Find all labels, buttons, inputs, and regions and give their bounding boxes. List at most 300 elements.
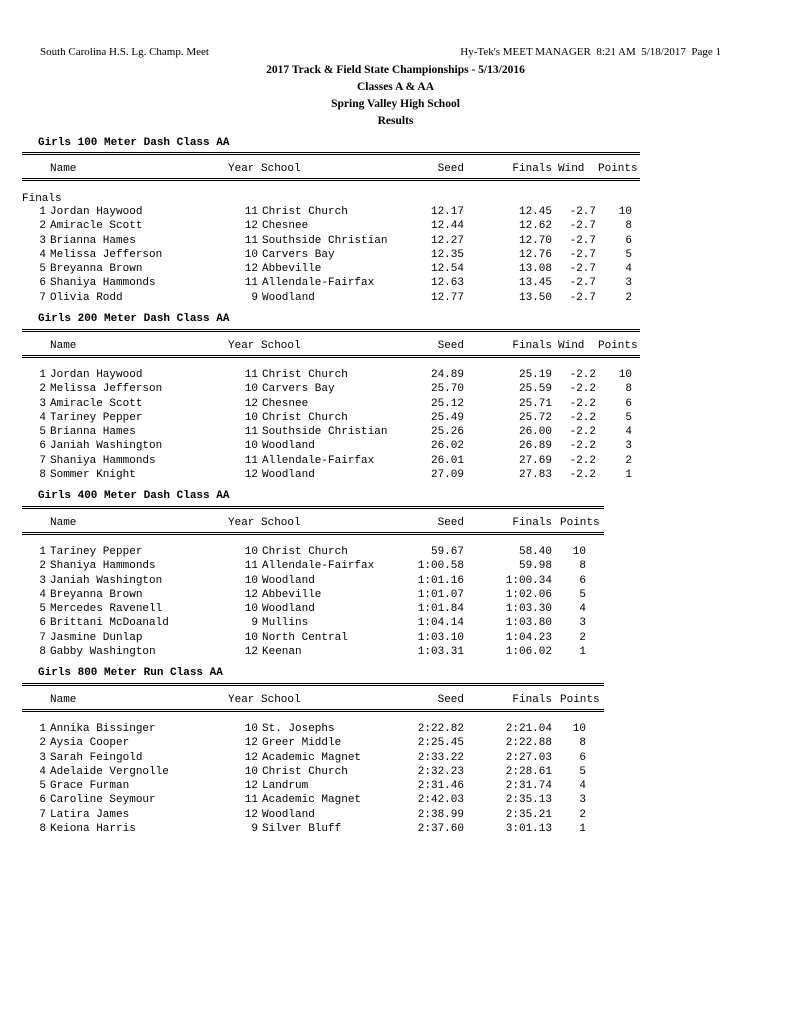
- column-header-seed: Seed: [437, 517, 464, 529]
- finals-time: 2:27.03: [505, 751, 552, 764]
- athlete-year: 10: [244, 440, 258, 453]
- table-row: [22, 794, 604, 808]
- points: 10: [572, 546, 586, 558]
- athlete-year: 12: [244, 808, 258, 821]
- finals-time: 58.40: [518, 546, 552, 558]
- wind-reading: -2.2: [569, 468, 596, 481]
- table-row: [22, 546, 604, 560]
- points: 5: [579, 588, 586, 601]
- points: 4: [625, 426, 632, 438]
- meet-classes: Classes A & AA: [357, 81, 434, 93]
- athlete-year: 12: [244, 737, 258, 750]
- wind-reading: -2.2: [569, 369, 596, 381]
- table-row: [22, 398, 640, 412]
- points: 2: [625, 291, 632, 304]
- seed-time: 1:01.16: [417, 574, 464, 587]
- column-header-finals: Finals: [512, 517, 552, 529]
- software-timestamp: Hy-Tek's MEET MANAGER 8:21 AM 5/18/2017 Page 1: [460, 46, 721, 58]
- table-top-rule: [22, 329, 640, 332]
- results-table: [22, 723, 604, 837]
- school-name: Academic Magnet: [262, 794, 362, 807]
- finals-time: 27.83: [518, 468, 552, 481]
- event-title: Girls 100 Meter Dash Class AA: [38, 137, 230, 149]
- athlete-name: Jordan Haywood: [50, 206, 143, 218]
- wind-reading: -2.7: [569, 248, 596, 261]
- school-name: Landrum: [262, 780, 309, 792]
- points: 5: [625, 411, 632, 424]
- column-header-name: Name: [50, 517, 77, 529]
- finals-time: 2:35.21: [505, 808, 552, 821]
- place: 7: [39, 454, 46, 467]
- seed-time: 2:37.60: [417, 822, 464, 835]
- place: 5: [39, 263, 46, 275]
- athlete-year: 12: [244, 588, 258, 601]
- place: 3: [39, 751, 46, 764]
- finals-time: 25.59: [518, 383, 552, 396]
- header-bottom-rule: [22, 532, 604, 535]
- points: 2: [625, 454, 632, 467]
- school-name: Christ Church: [262, 411, 348, 424]
- finals-time: 26.00: [518, 426, 552, 438]
- finals-time: 12.70: [518, 234, 552, 247]
- athlete-year: 12: [244, 468, 258, 481]
- athlete-name: Keiona Harris: [50, 822, 136, 835]
- column-header-wind: Wind: [558, 163, 585, 175]
- points: 1: [625, 468, 632, 481]
- seed-time: 12.54: [430, 263, 464, 275]
- seed-time: 2:31.46: [417, 780, 464, 792]
- place: 3: [39, 574, 46, 587]
- athlete-year: 12: [244, 751, 258, 764]
- place: 6: [39, 617, 46, 630]
- athlete-name: Breyanna Brown: [50, 263, 143, 275]
- athlete-name: Tariney Pepper: [50, 546, 143, 558]
- column-header-seed: Seed: [437, 163, 464, 175]
- wind-reading: -2.2: [569, 426, 596, 438]
- points: 2: [579, 808, 586, 821]
- school-name: Allendale-Fairfax: [262, 454, 375, 467]
- table-row: [22, 249, 640, 263]
- finals-time: 25.19: [518, 369, 552, 381]
- seed-time: 2:33.22: [417, 751, 464, 764]
- school-name: Woodland: [262, 291, 315, 304]
- points: 8: [625, 383, 632, 396]
- finals-time: 27.69: [518, 454, 552, 467]
- athlete-year: 9: [251, 617, 258, 630]
- finals-time: 1:03.30: [505, 603, 552, 615]
- table-row: [22, 292, 640, 306]
- seed-time: 25.49: [430, 411, 464, 424]
- athlete-year: 11: [244, 560, 258, 573]
- school-name: Academic Magnet: [262, 751, 362, 764]
- school-name: Christ Church: [262, 206, 348, 218]
- athlete-year: 11: [244, 206, 258, 218]
- column-header-seed: Seed: [437, 694, 464, 706]
- athlete-name: Sarah Feingold: [50, 751, 143, 764]
- school-name: Woodland: [262, 574, 315, 587]
- finals-time: 25.71: [518, 397, 552, 410]
- table-row: [22, 235, 640, 249]
- wind-reading: -2.7: [569, 206, 596, 218]
- athlete-name: Shaniya Hammonds: [50, 454, 156, 467]
- table-row: [22, 809, 604, 823]
- wind-reading: -2.7: [569, 291, 596, 304]
- athlete-name: Caroline Seymour: [50, 794, 156, 807]
- event-title: Girls 200 Meter Dash Class AA: [38, 313, 230, 325]
- athlete-year: 11: [244, 234, 258, 247]
- athlete-name: Brittani McDoanald: [50, 617, 169, 630]
- finals-time: 3:01.13: [505, 822, 552, 835]
- points: 1: [579, 645, 586, 658]
- column-header-finals: Finals: [512, 163, 552, 175]
- place: 2: [39, 220, 46, 233]
- athlete-name: Melissa Jefferson: [50, 248, 163, 261]
- table-row: [22, 412, 640, 426]
- seed-time: 12.27: [430, 234, 464, 247]
- athlete-name: Mercedes Ravenell: [50, 603, 163, 615]
- seed-time: 2:42.03: [417, 794, 464, 807]
- place: 4: [39, 765, 46, 778]
- results-table: [22, 206, 640, 306]
- place: 4: [39, 588, 46, 601]
- school-name: Woodland: [262, 603, 315, 615]
- meet-name: South Carolina H.S. Lg. Champ. Meet: [40, 46, 209, 58]
- finals-time: 12.45: [518, 206, 552, 218]
- school-name: Southside Christian: [262, 426, 388, 438]
- athlete-year: 10: [244, 383, 258, 396]
- table-row: [22, 646, 604, 660]
- school-name: Mullins: [262, 617, 309, 630]
- column-header-year-school: Year School: [228, 340, 301, 352]
- athlete-year: 11: [244, 277, 258, 290]
- athlete-name: Melissa Jefferson: [50, 383, 163, 396]
- athlete-name: Annika Bissinger: [50, 723, 156, 735]
- finals-time: 26.89: [518, 440, 552, 453]
- seed-time: 27.09: [430, 468, 464, 481]
- place: 3: [39, 234, 46, 247]
- table-row: [22, 737, 604, 751]
- table-row: [22, 426, 640, 440]
- school-name: Chesnee: [262, 220, 309, 233]
- seed-time: 2:25.45: [417, 737, 464, 750]
- wind-reading: -2.7: [569, 263, 596, 275]
- athlete-year: 9: [251, 291, 258, 304]
- seed-time: 59.67: [430, 546, 464, 558]
- school-name: Southside Christian: [262, 234, 388, 247]
- points: 3: [625, 277, 632, 290]
- event-title: Girls 800 Meter Run Class AA: [38, 667, 223, 679]
- finals-time: 12.62: [518, 220, 552, 233]
- table-row: [22, 575, 604, 589]
- wind-reading: -2.2: [569, 383, 596, 396]
- event-title: Girls 400 Meter Dash Class AA: [38, 490, 230, 502]
- points: 8: [579, 560, 586, 573]
- wind-reading: -2.7: [569, 220, 596, 233]
- table-row: [22, 440, 640, 454]
- athlete-name: Shaniya Hammonds: [50, 277, 156, 290]
- results-table: [22, 546, 604, 660]
- table-row: [22, 632, 604, 646]
- school-name: Christ Church: [262, 369, 348, 381]
- table-row: [22, 263, 640, 277]
- finals-time: 2:22.88: [505, 737, 552, 750]
- seed-time: 12.35: [430, 248, 464, 261]
- column-header-year-school: Year School: [228, 694, 301, 706]
- finals-time: 2:35.13: [505, 794, 552, 807]
- column-header-finals: Finals: [512, 694, 552, 706]
- table-row: [22, 277, 640, 291]
- athlete-name: Tariney Pepper: [50, 411, 143, 424]
- seed-time: 12.63: [430, 277, 464, 290]
- athlete-name: Olivia Rodd: [50, 291, 123, 304]
- table-row: [22, 823, 604, 837]
- header-bottom-rule: [22, 355, 640, 358]
- athlete-year: 10: [244, 603, 258, 615]
- wind-reading: -2.2: [569, 440, 596, 453]
- table-top-rule: [22, 152, 640, 155]
- seed-time: 2:22.82: [417, 723, 464, 735]
- school-name: Greer Middle: [262, 737, 342, 750]
- place: 1: [39, 369, 46, 381]
- seed-time: 2:38.99: [417, 808, 464, 821]
- school-name: Silver Bluff: [262, 822, 342, 835]
- points: 4: [579, 603, 586, 615]
- athlete-year: 10: [244, 765, 258, 778]
- place: 1: [39, 723, 46, 735]
- place: 7: [39, 291, 46, 304]
- finals-time: 13.45: [518, 277, 552, 290]
- header-bottom-rule: [22, 709, 604, 712]
- finals-time: 1:00.34: [505, 574, 552, 587]
- seed-time: 1:03.31: [417, 645, 464, 658]
- seed-time: 26.01: [430, 454, 464, 467]
- meet-venue: Spring Valley High School: [331, 98, 460, 110]
- place: 5: [39, 426, 46, 438]
- school-name: Carvers Bay: [262, 383, 335, 396]
- athlete-name: Amiracle Scott: [50, 220, 143, 233]
- finals-time: 13.50: [518, 291, 552, 304]
- finals-time: 1:02.06: [505, 588, 552, 601]
- school-name: Chesnee: [262, 397, 309, 410]
- athlete-name: Gabby Washington: [50, 645, 156, 658]
- points: 6: [625, 234, 632, 247]
- seed-time: 24.89: [430, 369, 464, 381]
- table-row: [22, 220, 640, 234]
- place: 4: [39, 248, 46, 261]
- header-bottom-rule: [22, 178, 640, 181]
- table-top-rule: [22, 506, 604, 509]
- points: 6: [579, 751, 586, 764]
- school-name: Keenan: [262, 645, 302, 658]
- athlete-year: 12: [244, 780, 258, 792]
- athlete-name: Janiah Washington: [50, 440, 163, 453]
- athlete-name: Brianna Hames: [50, 234, 136, 247]
- athlete-name: Adelaide Vergnolle: [50, 765, 169, 778]
- athlete-year: 11: [244, 454, 258, 467]
- seed-time: 25.12: [430, 397, 464, 410]
- athlete-name: Grace Furman: [50, 780, 130, 792]
- athlete-year: 10: [244, 248, 258, 261]
- points: 3: [579, 794, 586, 807]
- finals-time: 25.72: [518, 411, 552, 424]
- table-row: [22, 469, 640, 483]
- seed-time: 12.77: [430, 291, 464, 304]
- column-header-name: Name: [50, 340, 77, 352]
- meet-title: 2017 Track & Field State Championships - 5/13/2016: [266, 64, 525, 76]
- points: 10: [618, 206, 632, 218]
- table-row: [22, 369, 640, 383]
- athlete-name: Aysia Cooper: [50, 737, 130, 750]
- seed-time: 1:01.84: [417, 603, 464, 615]
- table-row: [22, 766, 604, 780]
- column-header-year-school: Year School: [228, 163, 301, 175]
- points: 3: [579, 617, 586, 630]
- finals-time: 1:06.02: [505, 645, 552, 658]
- points: 1: [579, 822, 586, 835]
- seed-time: 2:32.23: [417, 765, 464, 778]
- points: 5: [579, 765, 586, 778]
- points: 6: [625, 397, 632, 410]
- athlete-year: 10: [244, 574, 258, 587]
- table-row: [22, 455, 640, 469]
- place: 8: [39, 645, 46, 658]
- column-header-points: Points: [560, 517, 600, 529]
- athlete-year: 10: [244, 723, 258, 735]
- place: 7: [39, 631, 46, 644]
- seed-time: 1:03.10: [417, 631, 464, 644]
- school-name: Christ Church: [262, 765, 348, 778]
- athlete-year: 10: [244, 411, 258, 424]
- finals-time: 2:28.61: [505, 765, 552, 778]
- place: 1: [39, 206, 46, 218]
- table-row: [22, 723, 604, 737]
- place: 2: [39, 560, 46, 573]
- column-header-finals: Finals: [512, 340, 552, 352]
- seed-time: 12.17: [430, 206, 464, 218]
- school-name: Christ Church: [262, 546, 348, 558]
- athlete-year: 12: [244, 263, 258, 275]
- points: 4: [625, 263, 632, 275]
- place: 7: [39, 808, 46, 821]
- athlete-name: Jasmine Dunlap: [50, 631, 143, 644]
- table-row: [22, 617, 604, 631]
- school-name: Abbeville: [262, 263, 322, 275]
- round-subheading: Finals: [22, 193, 62, 205]
- athlete-year: 11: [244, 794, 258, 807]
- place: 2: [39, 383, 46, 396]
- athlete-name: Sommer Knight: [50, 468, 136, 481]
- place: 6: [39, 277, 46, 290]
- place: 6: [39, 440, 46, 453]
- athlete-name: Latira James: [50, 808, 130, 821]
- place: 1: [39, 546, 46, 558]
- place: 4: [39, 411, 46, 424]
- table-row: [22, 589, 604, 603]
- school-name: Allendale-Fairfax: [262, 560, 375, 573]
- wind-reading: -2.2: [569, 397, 596, 410]
- place: 5: [39, 603, 46, 615]
- place: 8: [39, 822, 46, 835]
- athlete-year: 10: [244, 546, 258, 558]
- place: 5: [39, 780, 46, 792]
- column-header-seed: Seed: [437, 340, 464, 352]
- place: 8: [39, 468, 46, 481]
- column-header-points: Points: [598, 163, 638, 175]
- athlete-year: 11: [244, 369, 258, 381]
- place: 6: [39, 794, 46, 807]
- athlete-year: 9: [251, 822, 258, 835]
- athlete-year: 12: [244, 220, 258, 233]
- points: 8: [625, 220, 632, 233]
- seed-time: 25.70: [430, 383, 464, 396]
- points: 10: [572, 723, 586, 735]
- points: 4: [579, 780, 586, 792]
- column-header-wind: Wind: [558, 340, 585, 352]
- school-name: St. Josephs: [262, 723, 335, 735]
- results-table: [22, 369, 640, 483]
- athlete-year: 12: [244, 397, 258, 410]
- finals-time: 1:03.80: [505, 617, 552, 630]
- finals-time: 13.08: [518, 263, 552, 275]
- wind-reading: -2.2: [569, 454, 596, 467]
- school-name: Carvers Bay: [262, 248, 335, 261]
- column-header-name: Name: [50, 163, 77, 175]
- wind-reading: -2.7: [569, 277, 596, 290]
- table-row: [22, 752, 604, 766]
- table-top-rule: [22, 683, 604, 686]
- athlete-name: Brianna Hames: [50, 426, 136, 438]
- athlete-year: 10: [244, 631, 258, 644]
- finals-time: 1:04.23: [505, 631, 552, 644]
- table-row: [22, 780, 604, 794]
- school-name: North Central: [262, 631, 348, 644]
- seed-time: 25.26: [430, 426, 464, 438]
- wind-reading: -2.2: [569, 411, 596, 424]
- points: 6: [579, 574, 586, 587]
- school-name: Woodland: [262, 440, 315, 453]
- column-header-points: Points: [598, 340, 638, 352]
- seed-time: 1:00.58: [417, 560, 464, 573]
- athlete-year: 11: [244, 426, 258, 438]
- points: 5: [625, 248, 632, 261]
- finals-time: 59.98: [518, 560, 552, 573]
- school-name: Allendale-Fairfax: [262, 277, 375, 290]
- wind-reading: -2.7: [569, 234, 596, 247]
- athlete-name: Janiah Washington: [50, 574, 163, 587]
- table-row: [22, 206, 640, 220]
- place: 3: [39, 397, 46, 410]
- athlete-name: Amiracle Scott: [50, 397, 143, 410]
- points: 3: [625, 440, 632, 453]
- athlete-name: Shaniya Hammonds: [50, 560, 156, 573]
- column-header-year-school: Year School: [228, 517, 301, 529]
- table-row: [22, 383, 640, 397]
- seed-time: 12.44: [430, 220, 464, 233]
- finals-time: 2:31.74: [505, 780, 552, 792]
- school-name: Woodland: [262, 468, 315, 481]
- finals-time: 2:21.04: [505, 723, 552, 735]
- school-name: Woodland: [262, 808, 315, 821]
- school-name: Abbeville: [262, 588, 322, 601]
- column-header-name: Name: [50, 694, 77, 706]
- athlete-year: 12: [244, 645, 258, 658]
- points: 2: [579, 631, 586, 644]
- athlete-name: Jordan Haywood: [50, 369, 143, 381]
- seed-time: 1:04.14: [417, 617, 464, 630]
- table-row: [22, 560, 604, 574]
- points: 10: [618, 369, 632, 381]
- seed-time: 1:01.07: [417, 588, 464, 601]
